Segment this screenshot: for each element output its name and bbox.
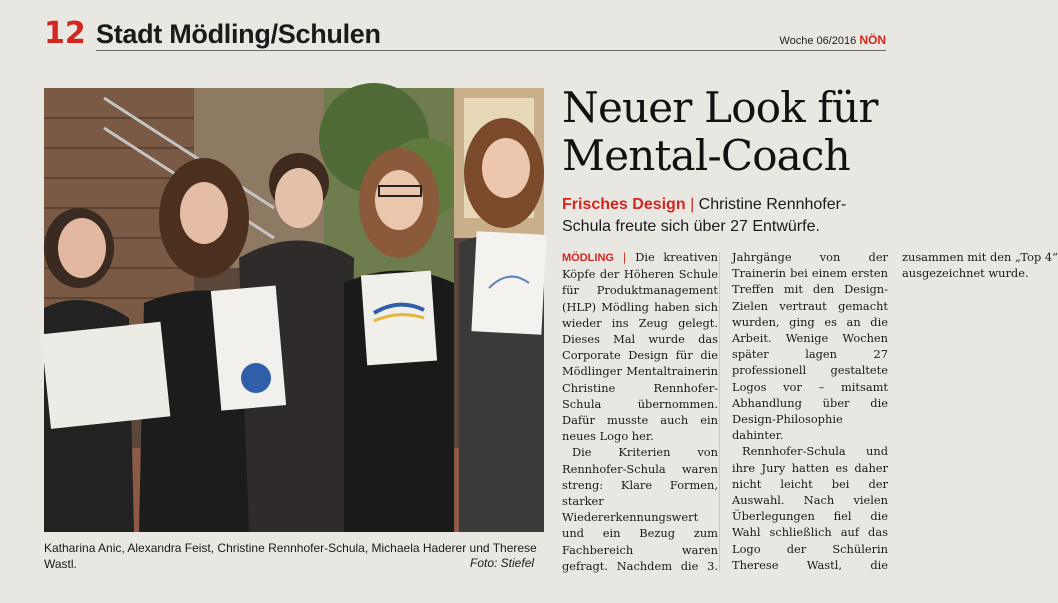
article-paragraph: Die Kriterien von Rennhofer-Schula waren streng: Klare Formen, starker Wiedererkennungswert und ein Bezug zum Fachbereich waren gefragt. Nachdem die 3. Jahrgänge von der Trainerin bei einem ersten Treffen mit den Design-Zielen vertraut gemacht wurden, ging es an die Arbeit. Wenige Wochen später lagen 27 professionell gestaltete Logos vor – mitsamt Abhandlung über die Design-Philosophie dahinter. xyxy=(562,250,888,573)
article-photo xyxy=(44,88,544,532)
article-headline: Neuer Look für Mental-Coach xyxy=(562,83,878,180)
article-paragraph: Rennhofer-Schula und ihre Jury hatten es daher nicht leicht bei der Auswahl. Nach vielen Überlegungen fiel die Wahl schließlich auf das Logo der Schülerin Therese Wastl, die zusammen mit den „Top 4“ ausgezeichnet wurde. xyxy=(732,250,1058,572)
paragraph-text: Die kreativen Köpfe der Höheren Schule für Produktmanagement (HLP) Mödling haben sich wieder ins Zeug gelegt. Dieses Mal wurde das Corporate Design für die Mödlinger Mentaltrainerin Christine Rennhofer-Schula übernommen. Dafür musste auch ein neues Logo her. xyxy=(562,250,719,444)
article-dateline: MÖDLING xyxy=(562,252,614,264)
photo-caption: Katharina Anic, Alexandra Feist, Christine Rennhofer-Schula, Michaela Haderer und Therese Wastl. xyxy=(44,541,537,571)
article-subhead xyxy=(562,194,892,238)
issue-info xyxy=(779,33,886,47)
article-body xyxy=(562,249,1058,579)
subhead-text: Christine Rennhofer-Schula freute sich über 27 Entwürfe. xyxy=(562,196,847,235)
article-kicker: Frisches Design xyxy=(562,196,686,213)
header-divider xyxy=(96,50,886,51)
brand-logo: NÖN xyxy=(859,33,886,47)
issue-week: Woche 06/2016 xyxy=(779,35,857,47)
article-paragraph: MÖDLING | Die kreativen Köpfe der Höheren Schule für Produktmanagement (HLP) Mödling haben sich wieder ins Zeug gelegt. Dieses Mal wurde das Corporate Design für die Mödlinger Mentaltrainerin Christine Rennhofer-Schula übernommen. Dafür musste auch ein neues Logo her. xyxy=(562,250,719,444)
group-photo-illustration xyxy=(44,88,544,532)
kicker-separator: | xyxy=(690,196,695,213)
section-title: Stadt Mödling/Schulen xyxy=(96,19,381,49)
photo-credit: Foto: Stiefel xyxy=(470,556,535,570)
page-number: 12 xyxy=(44,16,86,51)
